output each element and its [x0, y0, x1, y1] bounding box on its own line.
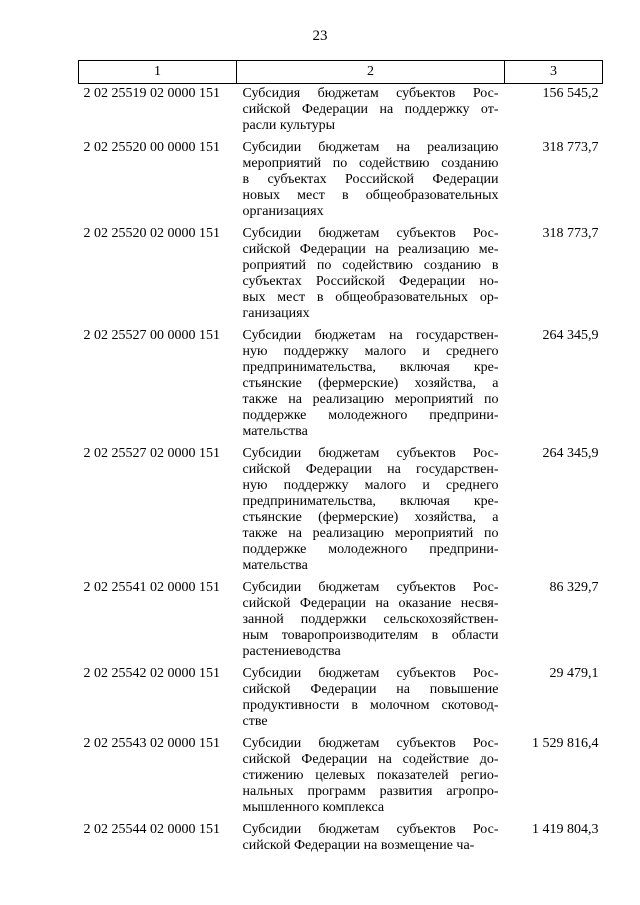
- description-line: предпринимательства, включая кре-: [242, 494, 499, 509]
- row-amount: 29 479,1: [549, 666, 599, 681]
- row-amount: 264 345,9: [542, 446, 599, 461]
- table-row: [79, 444, 603, 578]
- row-amount: 86 329,7: [549, 580, 599, 595]
- row-description: [237, 578, 505, 664]
- description-line: субъектах Российской Федерации но-: [242, 274, 499, 289]
- row-description: [237, 444, 505, 578]
- row-amount: 1 529 816,4: [532, 736, 599, 751]
- description-line: занной поддержки сельскохозяйствен-: [242, 612, 499, 627]
- table-row: [79, 664, 603, 734]
- table-row: [79, 84, 603, 139]
- row-code: 2 02 25543 02 0000 151: [83, 736, 220, 751]
- description-line: мышленного комплекса: [242, 800, 385, 815]
- table-row: [79, 138, 603, 224]
- table-row: [79, 578, 603, 664]
- row-description: [237, 224, 505, 326]
- row-code: 2 02 25544 02 0000 151: [83, 822, 220, 837]
- description-line: новых мест в общеобразовательных: [242, 188, 499, 203]
- row-amount: 1 419 804,3: [532, 822, 599, 837]
- row-code: 2 02 25520 00 0000 151: [83, 140, 220, 155]
- row-description: [237, 664, 505, 734]
- description-line: также на реализацию мероприятий по: [242, 526, 499, 541]
- description-line: нальных программ развития агропро-: [242, 784, 499, 799]
- description-line: стижению целевых показателей регио-: [242, 768, 499, 783]
- description-line: роприятий по содействию созданию в: [242, 258, 499, 273]
- description-line: стьянские (фермерские) хозяйства, а: [242, 376, 499, 391]
- description-line: мероприятий по содействию созданию: [242, 156, 499, 171]
- row-code: 2 02 25527 00 0000 151: [83, 328, 220, 343]
- description-line: Субсидии бюджетам на реализацию: [242, 140, 499, 155]
- description-line: вых мест в общеобразовательных ор-: [242, 290, 499, 305]
- description-line: сийской Федерации на содействие до-: [242, 752, 499, 767]
- row-description: [237, 820, 505, 858]
- description-line: Субсидии бюджетам на государствен-: [242, 328, 499, 343]
- row-code: 2 02 25520 02 0000 151: [83, 226, 220, 241]
- description-line: организациях: [242, 204, 324, 219]
- description-line: мательства: [242, 424, 308, 439]
- description-line: также на реализацию мероприятий по: [242, 392, 499, 407]
- description-line: Субсидии бюджетам субъектов Рос-: [242, 736, 499, 751]
- description-line: ным товаропроизводителям в области: [242, 628, 499, 643]
- description-line: растениеводства: [242, 644, 341, 659]
- description-line: поддержке молодежного предприни-: [242, 542, 499, 557]
- row-description: [237, 734, 505, 820]
- row-code: 2 02 25527 02 0000 151: [83, 446, 220, 461]
- description-line: сийской Федерации на возмещение ча-: [242, 838, 475, 853]
- description-line: Субсидии бюджетам субъектов Рос-: [242, 666, 499, 681]
- description-line: сийской Федерации на оказание несвя-: [242, 596, 499, 611]
- description-line: в субъектах Российской Федерации: [242, 172, 499, 187]
- description-line: стьянские (фермерские) хозяйства, а: [242, 510, 499, 525]
- row-description: [237, 84, 505, 139]
- description-line: сийской Федерации на государствен-: [242, 462, 499, 477]
- table-row: [79, 734, 603, 820]
- row-description: [237, 138, 505, 224]
- row-amount: 318 773,7: [542, 140, 599, 155]
- description-line: поддержке молодежного предприни-: [242, 408, 499, 423]
- description-line: Субсидия бюджетам субъектов Рос-: [242, 86, 499, 101]
- row-code: 2 02 25519 02 0000 151: [83, 86, 220, 101]
- description-line: ную поддержку малого и среднего: [242, 344, 499, 359]
- description-line: ную поддержку малого и среднего: [242, 478, 499, 493]
- row-amount: 264 345,9: [542, 328, 599, 343]
- table-row: [79, 820, 603, 858]
- description-line: Субсидии бюджетам субъектов Рос-: [242, 446, 499, 461]
- description-line: предпринимательства, включая кре-: [242, 360, 499, 375]
- column-header-code: 1: [79, 61, 237, 84]
- row-amount: 156 545,2: [542, 86, 599, 101]
- row-amount: 318 773,7: [542, 226, 599, 241]
- description-line: мательства: [242, 558, 308, 573]
- page-number: 23: [312, 28, 328, 44]
- row-code: 2 02 25541 02 0000 151: [83, 580, 220, 595]
- row-code: 2 02 25542 02 0000 151: [83, 666, 220, 681]
- description-line: продуктивности в молочном скотовод-: [242, 698, 499, 713]
- table-header: [79, 61, 603, 84]
- table-body: [79, 84, 603, 859]
- description-line: Субсидии бюджетам субъектов Рос-: [242, 580, 499, 595]
- row-description: [237, 326, 505, 444]
- table-row: [79, 326, 603, 444]
- column-header-amount: 3: [505, 61, 603, 84]
- description-line: сийской Федерации на реализацию ме-: [242, 242, 499, 257]
- description-line: Субсидии бюджетам субъектов Рос-: [242, 226, 499, 241]
- table-row: [79, 224, 603, 326]
- description-line: ганизациях: [242, 306, 310, 321]
- description-line: сийской Федерации на повышение: [242, 682, 499, 697]
- description-line: стве: [242, 714, 268, 729]
- description-line: сийской Федерации на поддержку от-: [242, 102, 499, 117]
- column-header-description: 2: [237, 61, 505, 84]
- budget-table: [78, 60, 603, 858]
- description-line: Субсидии бюджетам субъектов Рос-: [242, 822, 499, 837]
- description-line: расли культуры: [242, 118, 336, 133]
